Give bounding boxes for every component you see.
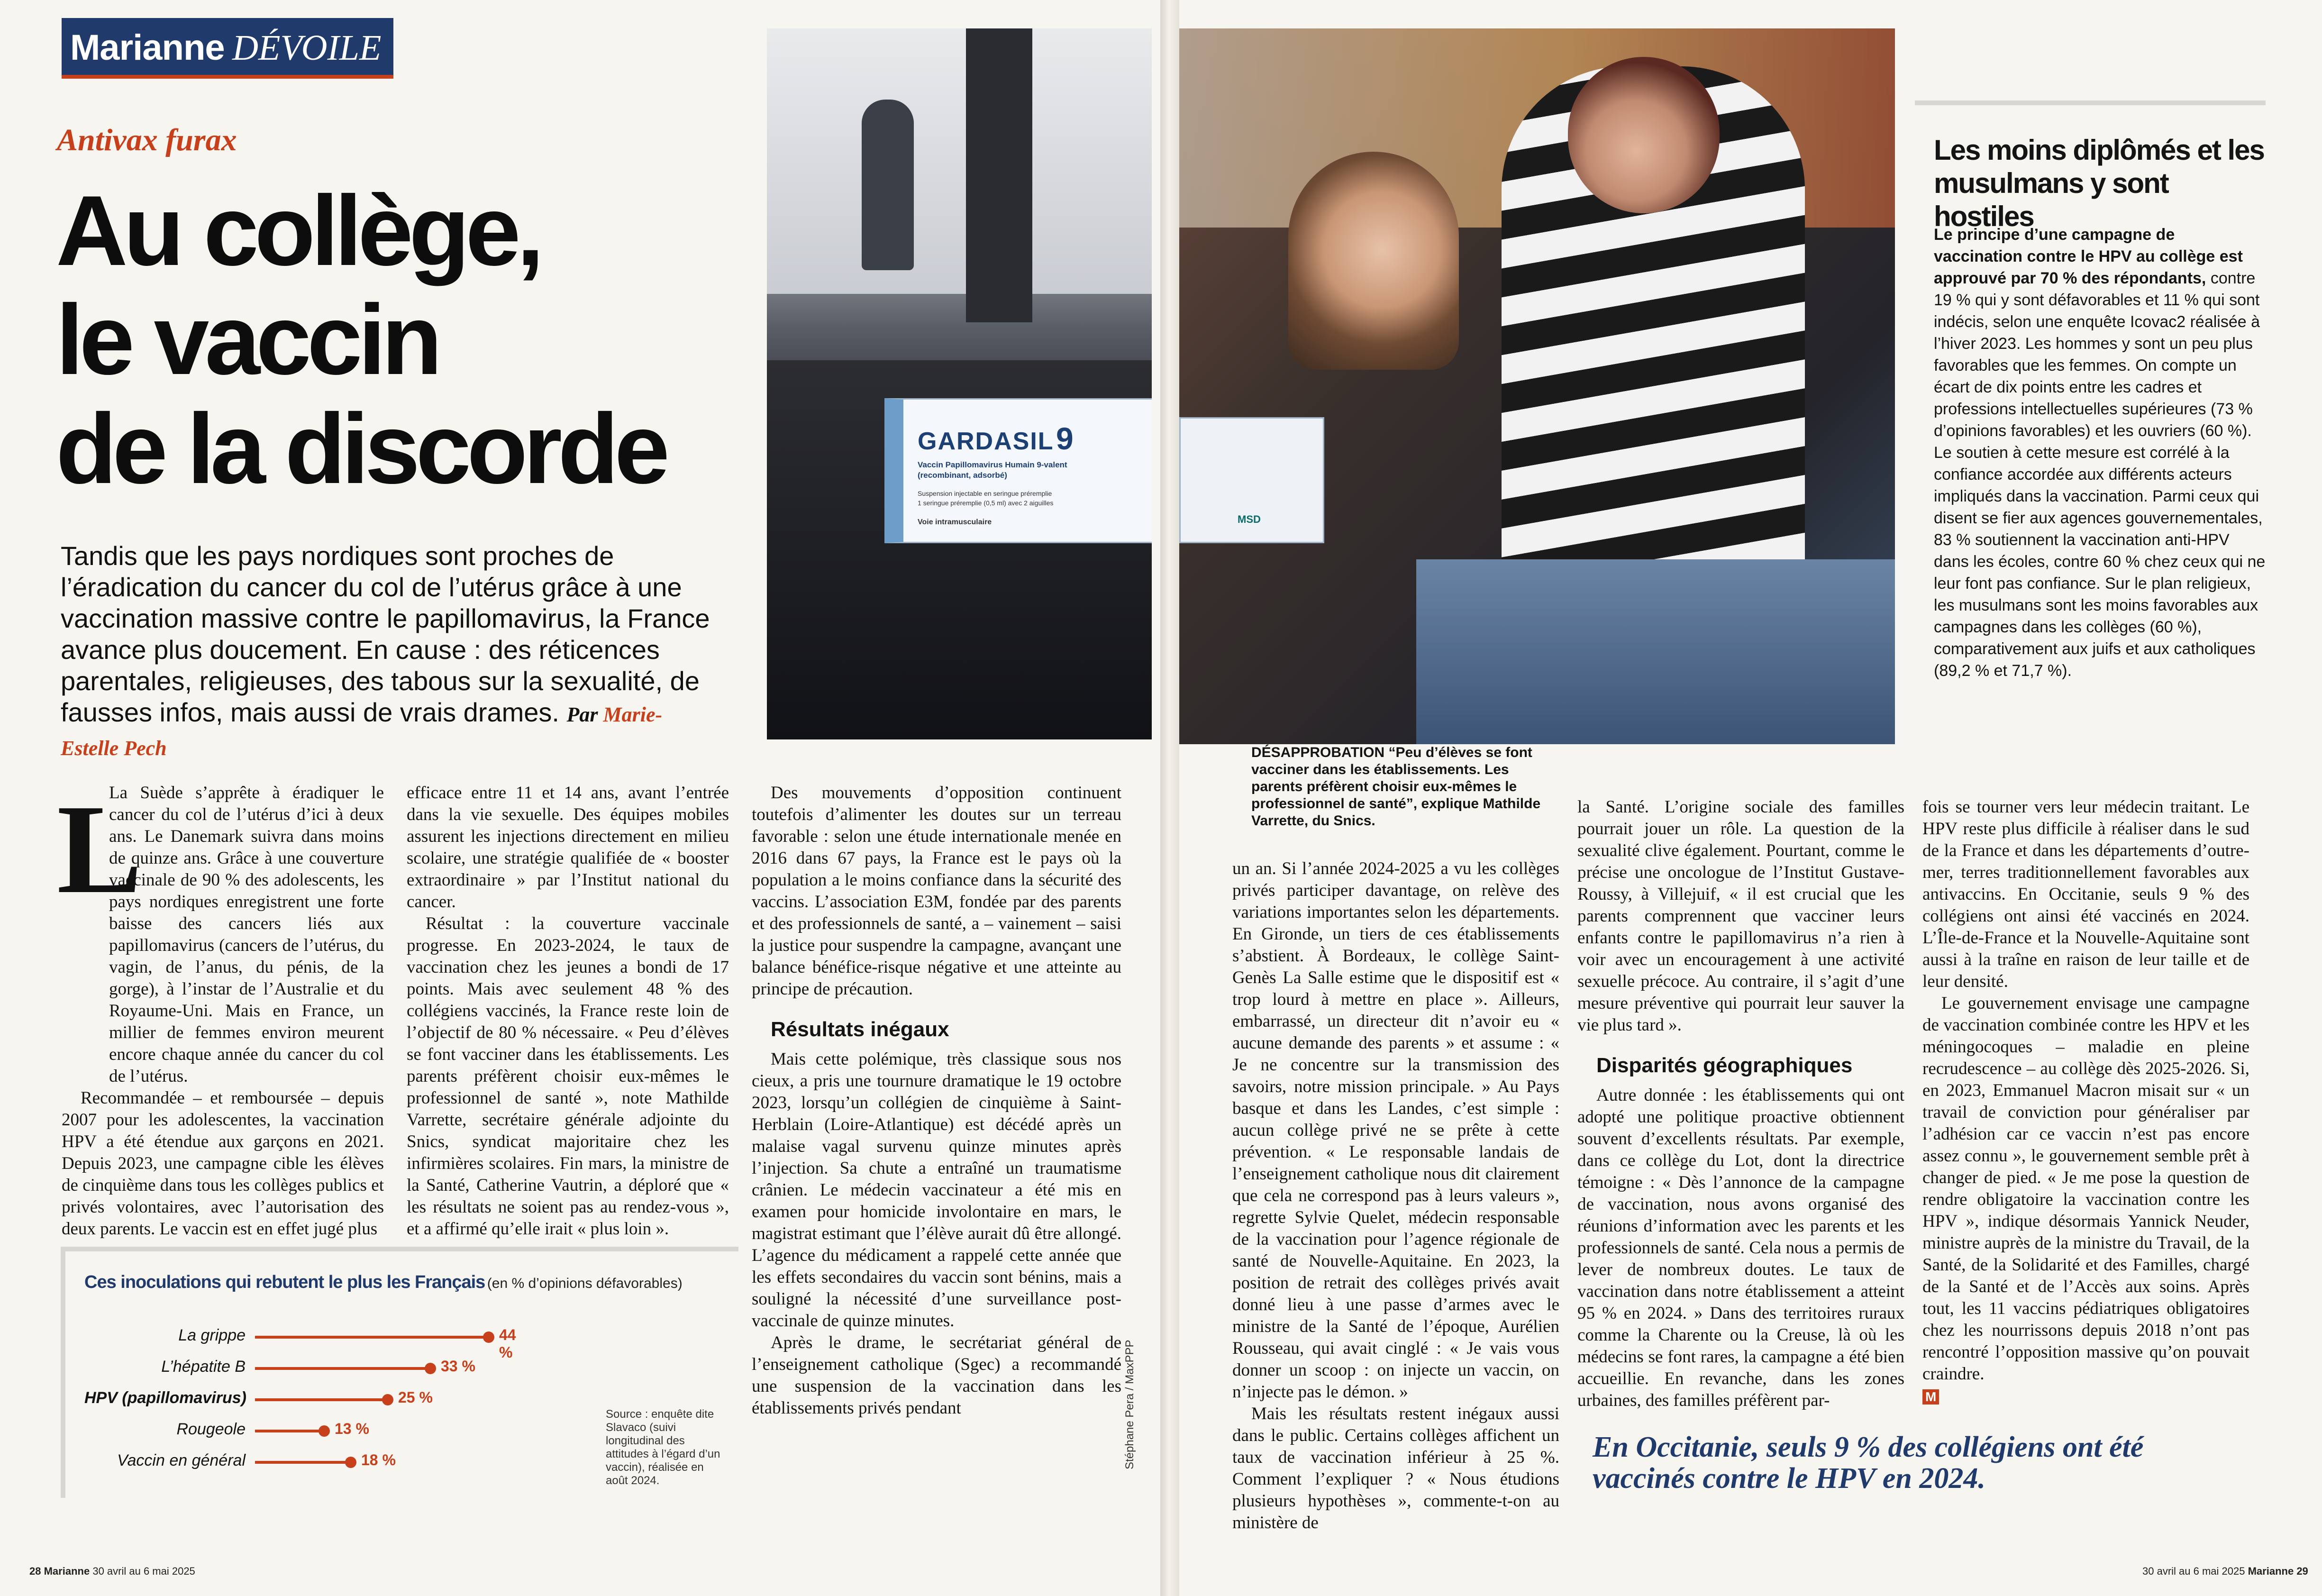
sidebar-box xyxy=(1915,100,2266,731)
end-mark: M xyxy=(1922,1389,1939,1404)
gardasil-line-3: Suspension injectable en seringue préremplie xyxy=(918,490,1052,497)
sidebar-title: Les moins diplômés et les musulmans y sont hostiles xyxy=(1934,134,2264,232)
gardasil-line-1: Vaccin Papillomavirus Humain 9-valent xyxy=(918,460,1067,469)
photo-window-light xyxy=(767,28,1152,294)
chart-bar xyxy=(255,1336,489,1339)
col5-para-1: la Santé. L’origine sociale des familles pourrait jouer un rôle. La question de la sexualité clive également. Pourtant, comme le précise une oncologue de l’Institut Gustave-Roussy, à Villejuif, « il est crucial que les parents comprennent que vacciner leurs enfants contre le papillomavirus n’a rien à voir avec un encouragement à une activité sexuelle précoce. Au contraire, il s’agit d’une mesure préventive qui pourrait leur sauver la vie plus tard ». xyxy=(1577,797,1904,1035)
photo-nurse-head xyxy=(1568,57,1720,213)
photo-box-edge xyxy=(1179,417,1324,543)
photo-jeans xyxy=(1416,559,1895,744)
byline-prefix: Par xyxy=(566,703,598,726)
standfirst xyxy=(61,540,715,764)
photo-credit: Stéphane Pera / MaxPPP xyxy=(1123,1340,1136,1469)
masthead-brand: Marianne xyxy=(70,27,225,68)
chart-source: Source : enquête dite Slavaco (suivi longitudinal des attitudes à l’égard d’un vaccin), réalisée en août 2024. xyxy=(606,1408,720,1487)
chart-bar-row xyxy=(84,1322,516,1361)
col3-para-2: Mais cette polémique, très classique sous nos cieux, a pris une tournure dramatique le 19 octobre 2023, lorsqu’un collégien de cinquième à Saint-Herblain (Loire-Atlantique) est décédé après un malaise vagal survenu quinze minutes après l’injection. Sa chute a entraîné un traumatisme crânien. Le médecin vaccinateur a été mis en examen pour homicide involontaire en mars, le magistrat estimant que l’élève aurait dû être allongé. L’agence du médicament a rappelé cette année que les effets secondaires du vaccin sont bénins, mais a souligné la nécessité d’une surveillance post-vaccinale de quinze minutes. xyxy=(752,1049,1121,1331)
chart-category-label: La grippe xyxy=(178,1326,246,1344)
chart-value-label: 44 % xyxy=(499,1326,516,1361)
col1-para-2: Recommandée – et remboursée – depuis 2007 pour les adolescentes, la vaccination HPV a été étendue aux garçons en 2021. Depuis 2023, une campagne cible les élèves de cinquième dans tous les collèges publics et privés volontaires, avec l’autorisation des deux parents. Le vaccin est en effet jugé plus xyxy=(62,1088,384,1239)
chart-box xyxy=(61,1247,738,1498)
chart-value-label: 25 % xyxy=(398,1389,433,1406)
sidebar-body xyxy=(1934,224,2266,682)
col3-para-3: Après le drame, le secrétariat général de l’enseignement catholique (Sgec) a recommandé une suspension de la vaccination dans les établissements privés pendant xyxy=(752,1333,1121,1418)
sidebar-top-rule xyxy=(1915,100,2266,105)
photo-vaccine-box xyxy=(767,28,1152,739)
sidebar-text: contre 19 % qui y sont défavorables et 11 % qui sont indécis, selon une enquête Icovac2 réalisée à l’hiver 2023. Les hommes y sont un peu plus favorables que les femmes. On compte un écart de dix points entre les cadres et professions intellectuelles supérieures (73 % d’opinions favorables) et les ouvriers (60 %). Le soutien à cette mesure est corrélé à la confiance accordée aux différents acteurs impliqués dans la vaccination. Parmi ceux qui disent se fier aux agences gouvernementales, 83 % soutiennent la vaccination anti-HPV dans les écoles, contre 60 % chez ceux qui ne leur font pas confiance. Sur le plan religieux, les musulmans sont les moins favorables aux campagnes dans les collèges (60 %), comparativement aux juifs et aux catholiques (89,2 % et 71,7 %). xyxy=(1934,269,2266,680)
photo-dark-curtain xyxy=(966,28,1032,322)
headline-line-2: le vaccin xyxy=(56,284,438,395)
folio-right-num: 29 xyxy=(2296,1565,2308,1577)
dropcap-L: L xyxy=(57,778,143,920)
chart-value-label: 18 % xyxy=(361,1451,396,1468)
chart-subtitle: (en % d’opinions défavorables) xyxy=(487,1276,683,1291)
photo-student xyxy=(1288,152,1459,370)
article-col-4 xyxy=(1232,858,1559,1534)
standfirst-text: Tandis que les pays nordiques sont proches de l’éradication du cancer du col de l’utérus grâce à une vaccination massive contre le papillomavirus, la France avance plus doucement. En cause : des réticences parentales, religieuses, des tabous sur la sexualité, de fausses infos, mais aussi de vrais drames. xyxy=(61,541,710,727)
chart-bar-row xyxy=(84,1385,511,1414)
gardasil-brand: GARDASIL xyxy=(918,428,1054,455)
chart-title-line xyxy=(84,1272,683,1293)
headline-line-3: de la discorde xyxy=(56,393,666,504)
col3-para-1: Des mouvements d’opposition continuent toutefois d’alimenter les doutes sur un terreau favorable : selon une étude internationale menée en 2016 dans 67 pays, la France est le pays où la population a le moins confiance dans la sécurité des vaccins. L’association E3M, fondée par des parents et des professionnels de santé, a – vainement – saisi la justice pour suspendre la campagne, avançant une balance bénéfice-risque négative et une atteinte au principe de précaution. xyxy=(752,783,1121,999)
article-col-3 xyxy=(752,782,1121,1419)
subhead-resultats: Résultats inégaux xyxy=(771,1018,949,1041)
masthead-section: DÉVOILE xyxy=(232,28,382,68)
gardasil-box xyxy=(884,398,1152,543)
chart-category-label: Vaccin en général xyxy=(117,1451,246,1469)
chart-category-label: Rougeole xyxy=(176,1420,246,1438)
folio-left-date: 30 avril au 6 mai 2025 xyxy=(92,1565,195,1577)
sidebar-lead: Le principe d’une campagne de vaccination contre le HPV au collège est approuvé par 70 % des répondants, xyxy=(1934,226,2243,287)
headline xyxy=(56,176,757,503)
col4-para-1: un an. Si l’année 2024-2025 a vu les collèges privés participer davantage, on relève des variations importantes selon les départements. En Gironde, un tiers de ces établissements s’abstient. À Bordeaux, le collège Saint-Genès La Salle estime que le dispositif est « trop lourd à mettre en place ». Ailleurs, embarrassé, un directeur dit n’avoir eu « aucune demande des parents » et assume : « Je ne concentre sur la transmission des savoirs, notre mission principale. » Au Pays basque et dans les Landes, c’est simple : aucun collège privé ne se prête à cette prévention. « Le responsable landais de l’enseignement catholique nous dit clairement que cela ne correspond pas à leurs valeurs », regrette Sylvie Quelet, médecin responsable de la vaccination pour l’agence régionale de santé de Nouvelle-Aquitaine. En 2023, la position de retrait des collèges privés avait donné lieu à une passe d’armes avec le ministre de la Santé de l’époque, Aurélien Rousseau, qui avait cinglé : « Je vais vous donner un scoop : on injecte un vaccin, on n’injecte pas le démon. » xyxy=(1232,859,1559,1402)
folio-right-date: 30 avril au 6 mai 2025 xyxy=(2142,1565,2245,1577)
col1-para-1: La Suède s’apprête à éradiquer le cancer du col de l’utérus d’ici à deux ans. Le Danemark suivra dans moins de quinze ans. Grâce à une couverture vaccinale de 90 % des adolescents, les pays nordiques enregistrent une forte baisse des cancers liés aux papillomavirus (cancers de l’utérus, du vagin, de l’anus, du pénis, de la gorge), à l’instar de l’Australie et du Royaume-Uni. Mais en France, un millier de femmes environ meurent encore chaque année du cancer du col de l’utérus. xyxy=(109,783,384,1086)
article-col-1 xyxy=(62,782,384,1240)
article-col-2 xyxy=(407,782,729,1240)
msd-label: MSD xyxy=(1238,513,1261,525)
folio-right-brand: Marianne xyxy=(2248,1565,2294,1577)
photo-background-person xyxy=(862,100,914,270)
subhead-disparites: Disparités géographiques xyxy=(1596,1054,1853,1077)
chart-category-label: L’hépatite B xyxy=(161,1358,246,1376)
chart-value-label: 33 % xyxy=(441,1358,475,1375)
chart-bar-dot xyxy=(483,1332,494,1343)
chart-bar xyxy=(255,1367,430,1370)
chart-bar xyxy=(255,1430,324,1432)
spine-gutter xyxy=(1160,0,1179,1596)
chart-bar-row xyxy=(84,1448,511,1476)
folio-left xyxy=(29,1565,195,1578)
byline-author: Marie-Estelle Pech xyxy=(61,703,663,760)
folio-left-brand: Marianne xyxy=(44,1565,90,1577)
chart-bar-dot xyxy=(382,1394,393,1405)
chart-bar-dot xyxy=(425,1363,436,1374)
chart-bar-dot xyxy=(345,1457,356,1468)
col4-para-2: Mais les résultats restent inégaux aussi dans le public. Certains collèges affichent un taux de vaccination inférieur à 25 %. Comment l’expliquer ? « Nous étudions plusieurs hypothèses », commente-t-on au ministère de xyxy=(1232,1404,1559,1532)
pull-quote: En Occitanie, seuls 9 % des collégiens ont été vaccinés contre le HPV en 2024. xyxy=(1593,1431,2144,1495)
col6-para-1: fois se tourner vers leur médecin traitant. Le HPV reste plus difficile à réaliser dans le sud de la France et dans les départements d’outre-mer, terres traditionnellement favorables aux antivaccins. En Occitanie, seuls 9 % des collégiens ont ainsi été vaccinés en 2024. L’Île-de-France et la Nouvelle-Aquitaine sont aussi à la traîne en raison de leur taille et de leur densité. xyxy=(1922,797,2249,991)
gardasil-line-4: 1 seringue préremplie (0,5 ml) avec 2 aiguilles xyxy=(918,499,1054,507)
photo-caption xyxy=(1251,744,1550,830)
caption-label: DÉSAPPROBATION xyxy=(1251,745,1385,760)
col6-para-2: Le gouvernement envisage une campagne de vaccination combinée contre les HPV et les méningocoques – maladie en pleine recrudescence – au collège dès 2025-2026. Si, en 2023, Emmanuel Macron misait sur « un travail de conviction pour généraliser par l’adhésion car ce vaccin n’est pas encore assez connu », le gouvernement semble prêt à changer de pied. « Je me pose la question de rendre obligatoire la vaccination contre les HPV », indique désormais Yannick Neuder, ministre auprès de la ministre du Travail, de la Santé, de la Solidarité et des Familles, chargé de la Santé et de l’Accès aux soins. Après tout, les 11 vaccins pédiatriques obligatoires chez les nourrissons depuis 2018 n’ont pas rencontré l’opposition massive qu’on pouvait craindre. xyxy=(1922,994,2249,1384)
chart-bar-row xyxy=(84,1354,511,1382)
caption-text: “Peu d’élèves se font vacciner dans les établissements. Les parents préfèrent choisir eux-mêmes le professionnel de santé”, explique Mathilde Varrette, du Snics. xyxy=(1251,745,1541,829)
kicker: Antivax furax xyxy=(57,123,237,157)
col2-para-2: Résultat : la couverture vaccinale progresse. En 2023-2024, le taux de vaccination chez les jeunes a bondi de 17 points. Mais avec seulement 48 % des collégiens vaccinés, la France reste loin de l’objectif de 80 % nécessaire. « Peu d’élèves se font vacciner dans les établissements. Les parents préfèrent choisir eux-mêmes le professionnel de santé », note Mathilde Varrette, secrétaire générale adjointe du Snics, syndicat majoritaire chez les infirmières scolaires. Fin mars, la ministre de la Santé, Catherine Vautrin, a déploré que « les résultats ne soient pas au rendez-vous », et a affirmé qu’elle irait « plus loin ». xyxy=(407,914,729,1239)
col5-para-2: Autre donnée : les établissements qui ont adopté une politique proactive obtiennent souvent d’excellents résultats. Par exemple, dans ce collège du Lot, dont la directrice témoigne : « Dès l’annonce de la campagne de vaccination, nous avons organisé des réunions d’information avec les parents et les professionnels de santé. Cela nous a permis de lever de nombreux doutes. Le taux de vaccination dans notre établissement a atteint 95 % en 2024. » Dans des territoires ruraux comme la Charente ou la Creuse, là où les médecins se font rares, la campagne a été bien accueillie. En revanche, dans les zones urbaines, des familles préfèrent par- xyxy=(1577,1085,1904,1410)
gardasil-line-5: Voie intramusculaire xyxy=(918,518,992,526)
folio-right xyxy=(2142,1565,2308,1578)
masthead-text xyxy=(70,22,381,74)
folio-left-num: 28 xyxy=(29,1565,41,1577)
col2-para-1: efficace entre 11 et 14 ans, avant l’entrée dans la vie sexuelle. Des équipes mobiles assurent les injections directement en milieu scolaire, une stratégie qualifiée de « booster extraordinaire » par l’Institut national du cancer. xyxy=(407,783,729,912)
chart-bar xyxy=(255,1398,388,1401)
chart-bar-dot xyxy=(319,1425,330,1437)
chart-category-label: HPV (papillomavirus) xyxy=(84,1389,246,1407)
gardasil-line-2: (recombinant, adsorbé) xyxy=(918,471,1007,480)
photo-vaccination-scene xyxy=(1179,28,1895,744)
chart-bar-row xyxy=(84,1416,511,1445)
gardasil-number: 9 xyxy=(1056,421,1074,456)
chart-bar xyxy=(255,1461,351,1464)
chart-value-label: 13 % xyxy=(335,1420,369,1437)
article-col-5 xyxy=(1577,796,1904,1412)
chart-title: Ces inoculations qui rebutent le plus les Français xyxy=(84,1272,485,1292)
chart-bars xyxy=(84,1322,558,1484)
gardasil-brand-line xyxy=(918,420,1074,456)
article-col-6 xyxy=(1922,796,2249,1407)
headline-line-1: Au collège, xyxy=(56,175,540,286)
